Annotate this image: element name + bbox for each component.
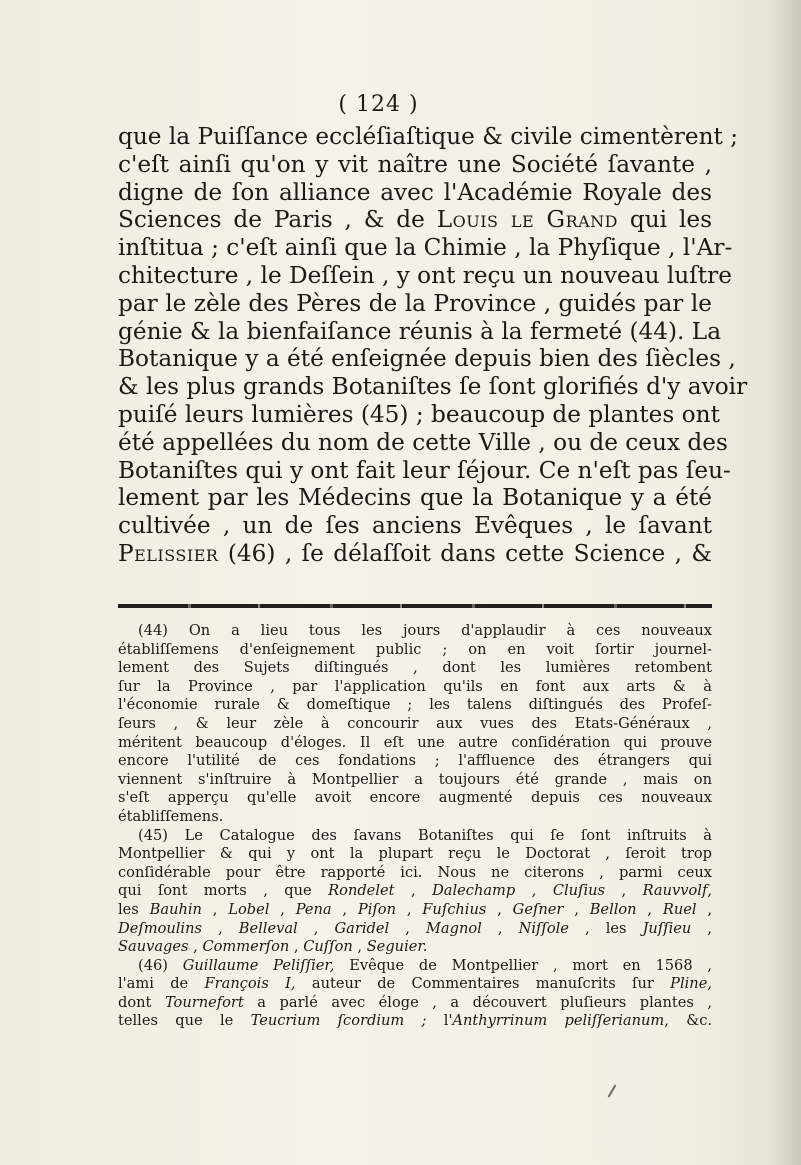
- text-line: Pelissier (46) , ſe délaſſoit dans cette Science , &: [118, 539, 713, 567]
- footnote-45: (45) Le Catalogue des ſavans Botaniſtes qui ſe ſont inſtruits à Montpellier & qui y ont la plupart reçu le Doctorat , ſeroit trop conſidérable pour être rapporté ici. Nous ne citerons , parmi ceux qui ſont morts , que Rondelet , Dalechamp , Cluſius , Rauvvolf, les Bauhin , Lobel , Pena , Piſon , Fuſchius , Geſner , Bellon , Ruel , Deſmoulins , Belleval , Garidel , Magnol , Niſſole , les Juſſieu , Sauvages , Commerſon , Cuſſon , Seguier.: [118, 826, 713, 956]
- stray-pen-mark: [608, 1084, 617, 1097]
- text-line: cultivée , un de ſes anciens Evêques , le ſavant: [118, 512, 712, 540]
- pelissier: Pelissier: [118, 539, 219, 567]
- page-number: ( 124 ): [338, 92, 419, 117]
- text-line: été appellées du nom de cette Ville , ou de ceux des: [118, 428, 728, 456]
- text-line: Botaniſtes qui y ont fait leur ſéjour. Ce n'eſt pas ſeu-: [118, 456, 731, 484]
- footnote-ref-46: (46): [227, 539, 276, 567]
- text-line: lement par les Médecins que la Botanique y a été: [118, 484, 712, 512]
- text-line: par le zèle des Pères de la Province , guidés par le: [118, 289, 712, 317]
- text-line: Botanique y a été enſeignée depuis bien des ſiècles ,: [118, 345, 736, 373]
- footnote-44: (44) On a lieu tous les jours d'applaudir à ces nouveaux établiſſemens d'enſeignement public ; on en voit ſortir journel- lement des Sujets diſtingués , dont les lumières retombent ſur la Province , par l'application qu'ils en font aux arts & à l'économie rurale & domeſtique ; les talens diſtingués des Profeſ- ſeurs , & leur zèle à concourir aux vues des Etats-Généraux , méritent beaucoup d'éloges. Il eſt une autre conſidération qui prouve encore l'utilité de ces fondations ; l'affluence des étrangers qui viennent s'inſtruire à Montpellier a toujours été grande , mais on s'eſt apperçu qu'elle avoit encore augmenté depuis ces nouveaux établiſſemens.: [118, 622, 712, 825]
- text-line: & les plus grands Botaniſtes ſe ſont glorifiés d'y avoir: [118, 373, 748, 401]
- text-line: génie & la bienfaiſance réunis à la fermeté (44). La: [118, 317, 722, 345]
- footnote-separator: [118, 604, 712, 608]
- text-line: Sciences de Paris , & de Louis le Grand qui les: [118, 206, 712, 234]
- text-line: c'eſt ainſi qu'on y vit naître une Société ſavante ,: [118, 150, 712, 178]
- text-line: puiſé leurs lumières (45) ; beaucoup de plantes ont: [118, 400, 720, 428]
- footnote-46: (46) Guillaume Peliſſier, Evêque de Montpellier , mort en 1568 , l'ami de François I, auteur de Commentaires manuſcrits ſur Pline, dont Tournefort a parlé avec éloge , a découvert pluſieurs plantes , telles que le Teucrium ſcordium ; l'Anthyrrinum peliſſerianum, &c.: [118, 956, 713, 1030]
- text-line: inſtitua ; c'eſt ainſi que la Chimie , la Phyſique , l'Ar-: [118, 234, 733, 262]
- louis-le-grand: Louis le Grand: [436, 206, 619, 234]
- footnotes: [118, 622, 712, 1031]
- main-text: [118, 123, 748, 568]
- text-line: que la Puiſſance eccléſiaſtique & civile cimentèrent ;: [118, 123, 739, 150]
- text-line: chitecture , le Deſſein , y ont reçu un nouveau luſtre: [118, 261, 732, 289]
- page-edge-shadow: [771, 0, 801, 1165]
- text-line: digne de ſon alliance avec l'Académie Royale des: [118, 178, 712, 206]
